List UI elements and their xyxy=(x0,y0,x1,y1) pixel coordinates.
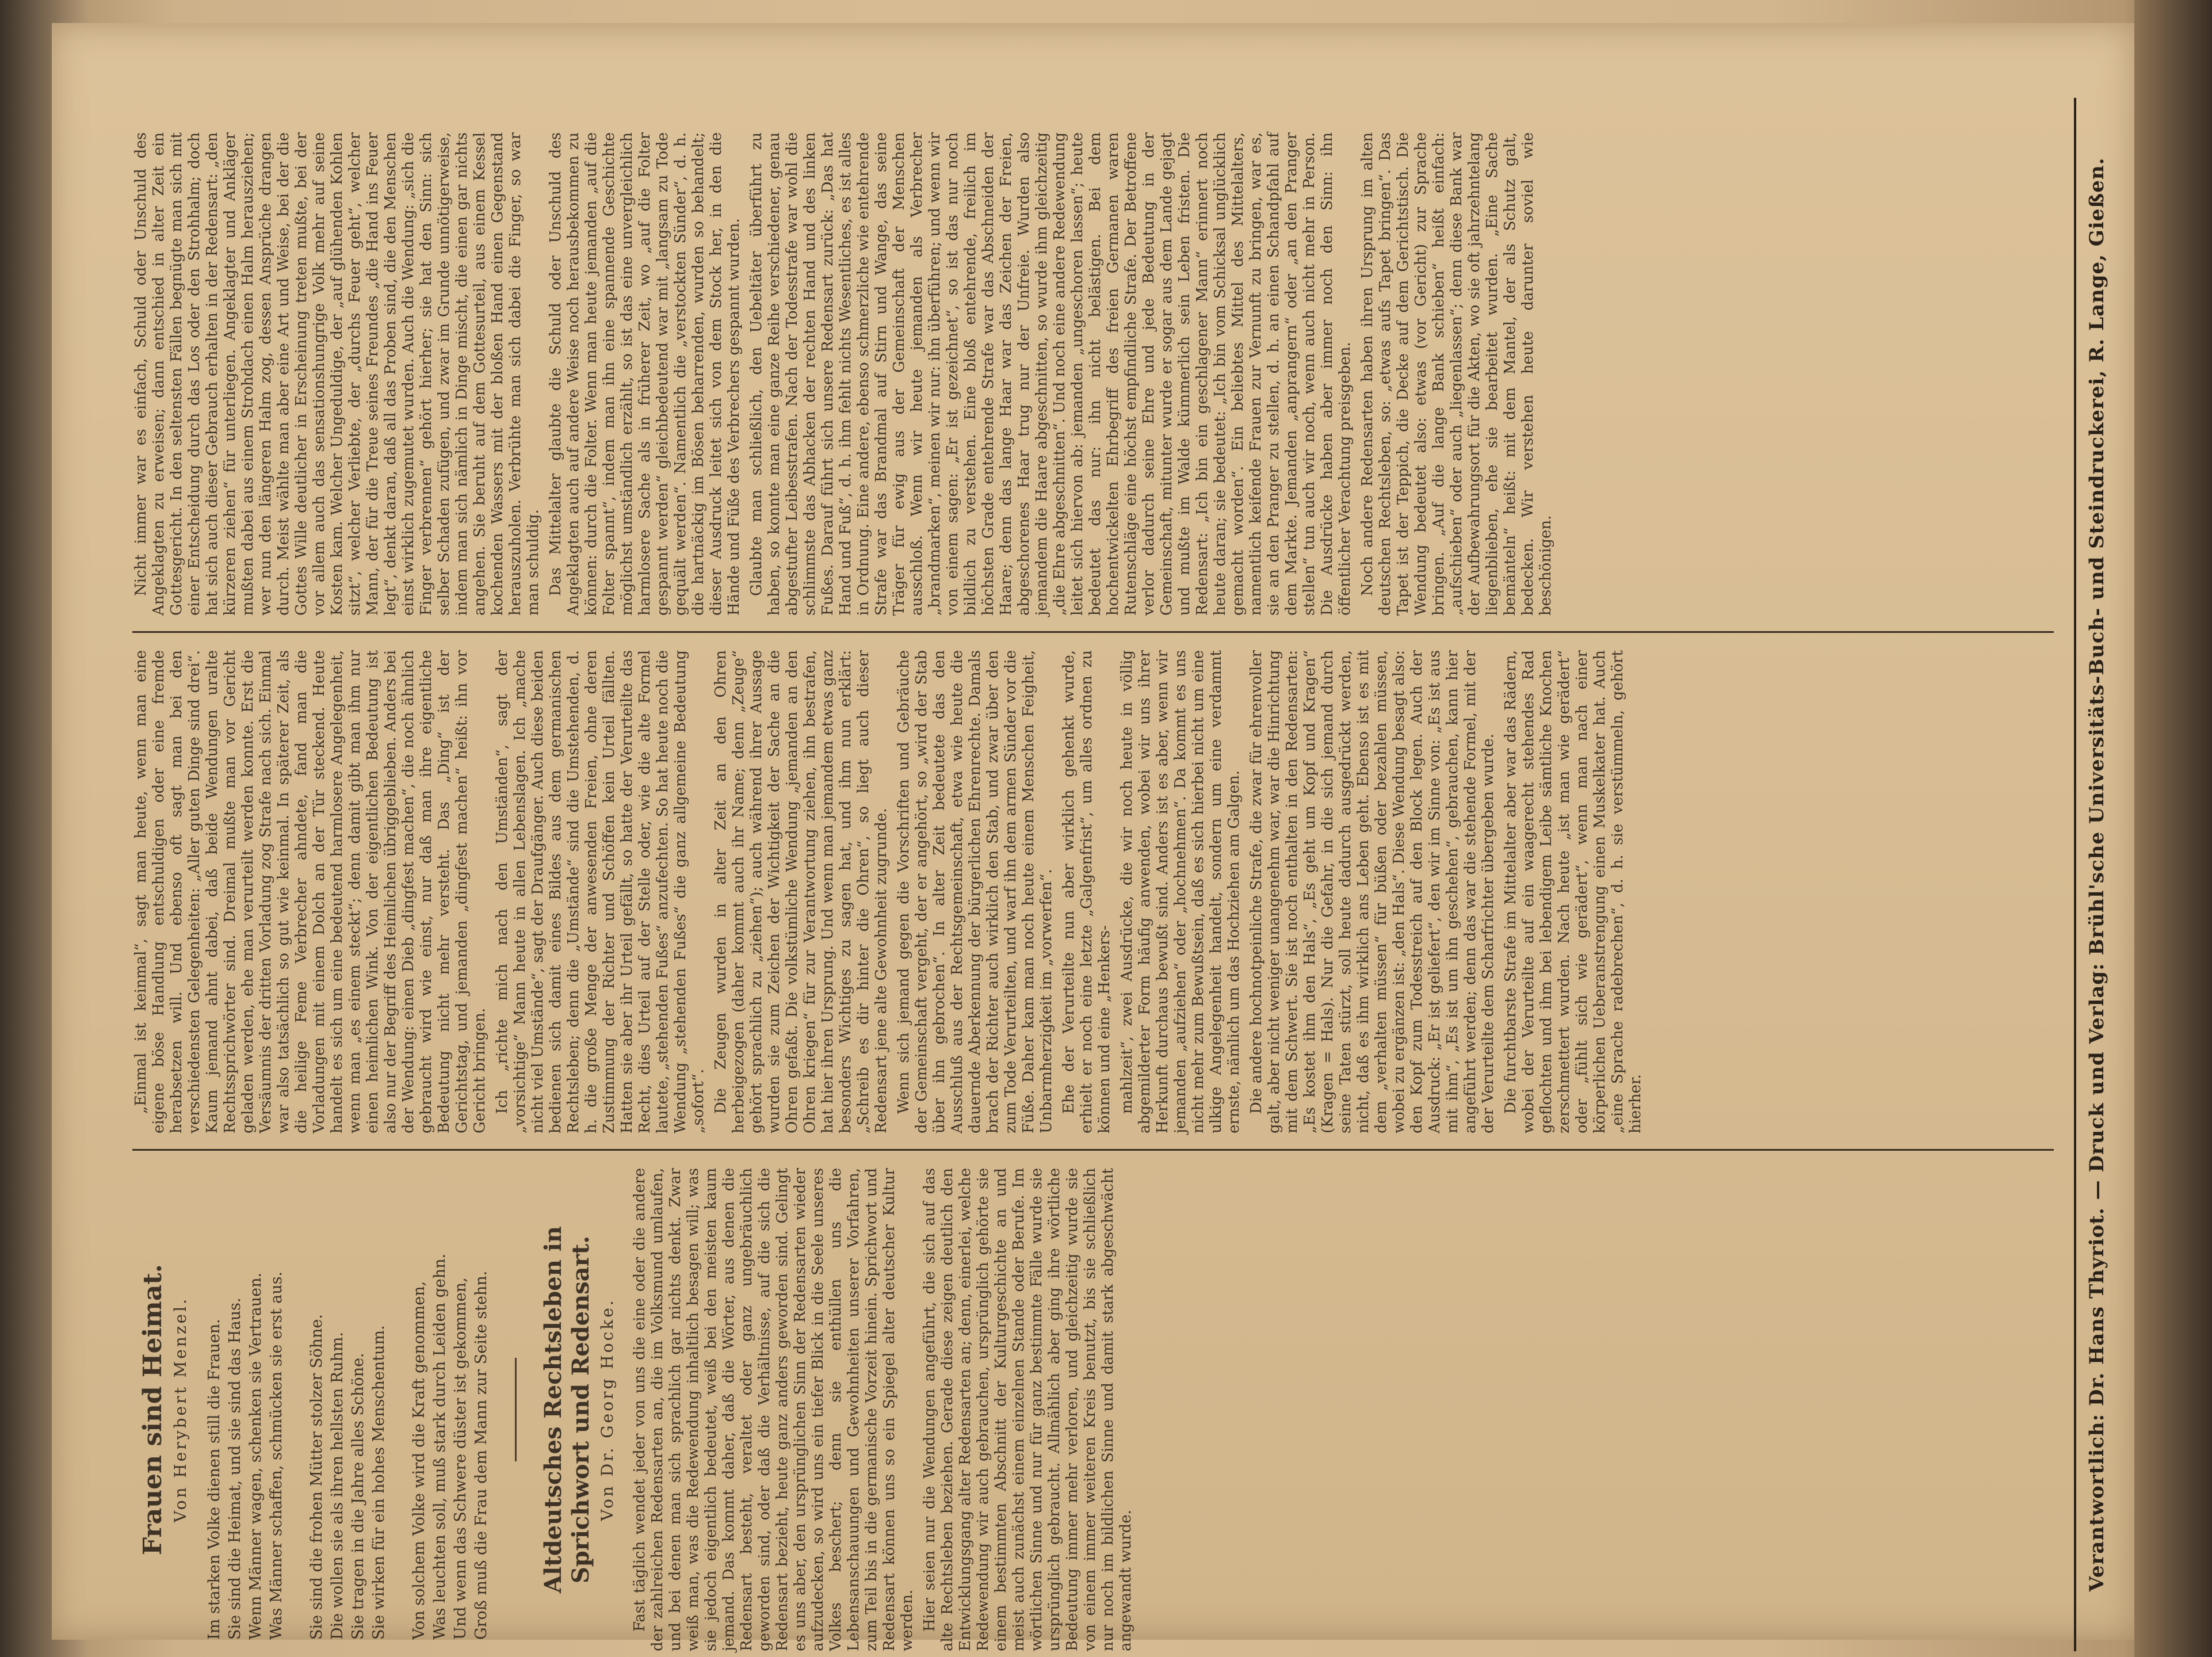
poem xyxy=(204,1168,492,1640)
article-paragraph: Hier seien nur die Wendungen angeführt, die sich auf das alte Rechtsleben beziehen. Gerade diese zeigen deutlich den Entwicklungsgang alter Redensarten an; denn, einerlei, welche Redewendung wir auch gebrauchen, ursprünglich gehörte sie einem bestimmten Abschnitt der Kulturgeschichte an und meist auch zunächst einem einzelnen Stande oder Berufe. Im wörtlichen Sinne und nur für ganz bestimmte Fälle wurde sie ursprünglich gebraucht. Allmählich aber ging ihre wörtliche Bedeutung immer mehr verloren, und gleichzeitig wurde sie von einem immer weiteren Kreis benutzt, bis sie schließlich nur noch im bildlichen Sinne und damit stark abgeschwächt angewandt wurde. xyxy=(921,1168,1134,1651)
imprint-footer: Verantwortlich: Dr. Hans Thyriot. — Druck und Verlag: Brühl'sche Universitäts-Buch- und Steindruckerei, R. Lange, Gießen. xyxy=(2085,157,2108,1592)
article-paragraph: mahlzeit“, zwei Ausdrücke, die wir noch heute in völlig abgemilderter Form häufig anwenden, wobei wir uns ihrer Herkunft durchaus bewußt sind. Anders ist es aber, wenn wir jemanden „aufziehen“ oder „hochnehmen“. Da kommt es uns nicht mehr zum Bewußtsein, daß es sich hierbei nicht um eine ulkige Angelegenheit handelt, sondern um eine verdammt ernste, nämlich um das Hochziehen am Galgen. xyxy=(1118,650,1243,1133)
article-paragraph: „Einmal ist keinmal“, sagt man heute, wenn man eine eigene böse Handlung entschuldigen oder eine fremde herabsetzen will. Und ebenso oft sagt man bei den verschiedensten Gelegenheiten: „Aller guten Dinge sind drei“. Kaum jemand ahnt dabei, daß beide Wendungen uralte Rechtssprichwörter sind. Dreimal mußte man vor Gericht geladen werden, ehe man verurteilt werden konnte. Erst die Versäumnis der dritten Vorladung zog Strafe nach sich. Einmal war also tatsächlich so gut wie keinmal. In späterer Zeit, als die heilige Feme Verbrecher ahndete, fand man die Vorladungen mit einem Dolch an der Tür steckend. Heute handelt es sich um eine bedeutend harmlosere Angelegenheit, wenn man „es einem steckt“; denn damit gibt man ihm nur einen heimlichen Wink. Von der eigentlichen Bedeutung ist also nur der Begriff des Heimlichen übriggeblieben. Anders bei der Wendung: einen Dieb „dingfest machen“, die noch ähnlich gebraucht wird wie einst, nur daß man ihre eigentliche Bedeutung nicht mehr versteht. Das „Ding“ ist der Gerichtstag, und jemanden „dingfest machen“ heißt: ihn vor Gericht bringen. xyxy=(132,650,488,1133)
rotated-page-content xyxy=(132,98,2157,1651)
article-byline: Von Dr. Georg Hocke. xyxy=(598,1298,617,1521)
poem-line: Wenn Männer wagen, schenken sie Vertrauen. xyxy=(247,1272,265,1640)
column-middle xyxy=(132,650,2157,1133)
article-paragraph: Glaubte man schließlich, den Uebeltäter überführt zu haben, so konnte man eine ganze Reihe verschiedener, genau abgestufter Leibesstrafen. Nach der Todesstrafe war wohl die schlimmste das Abhacken der rechten Hand und des linken Fußes. Darauf führt sich unsere Redensart zurück: „Das hat Hand und Fuß“, d. h. ihm fehlt nichts Wesentliches, es ist alles in Ordnung. Eine andere, ebenso schmerzliche wie entehrende Strafe war das Brandmal auf Stirn und Wange, das seine Träger für ewig aus der Gemeinschaft der Menschen ausschloß. Wenn wir heute jemanden als Verbrecher „brandmarken“, meinen wir nur: ihn überführen; und wenn wir von einem sagen: „Er ist gezeichnet“, so ist das nur noch bildlich zu verstehen. Eine bloß entehrende, freilich im höchsten Grade entehrende Strafe war das Abschneiden der Haare; denn das lange Haar war das Zeichen der Freien, abgeschorenes Haar trug nur der Unfreie. Wurden also jemandem die Haare abgeschnitten, so wurde ihm gleichzeitig „die Ehre abgeschnitten“. Und noch eine andere Redewendung leitet sich hiervon ab: jemanden „ungeschoren lassen“; heute bedeutet das nur: ihn nicht belästigen. Bei dem hochentwickelten Ehrbegriff des freien Germanen waren Rutenschläge eine höchst empfindliche Strafe. Der Betroffene verlor dadurch seine Ehre und jede Bedeutung in der Gemeinschaft, mitunter wurde er sogar aus dem Lande gejagt und mußte im Walde kümmerlich sein Leben fristen. Die Redensart: „Ich bin ein geschlagener Mann“ erinnert noch heute daran; sie bedeutet: „Ich bin vom Schicksal unglücklich gemacht worden“. Ein beliebtes Mittel des Mittelalters, namentlich keifende Frauen zur Vernunft zu bringen, war es, sie an den Pranger zu stellen, d. h. an einen Schandpfahl auf dem Markte. Jemanden „anprangern“ oder „an den Pranger stellen“ tun auch wir noch, wenn auch nicht mehr in Person. Die Ausdrücke haben aber immer noch den Sinn: ihn öffentlicher Verachtung preisgeben. xyxy=(748,132,1354,616)
article-paragraph: Die furchtbarste Strafe im Mittelalter aber war das Rädern, wobei der Verurteilte auf ein waagerecht stehendes Rad geflochten und ihm bei lebendigem Leibe sämtliche Knochen zerschmettert wurden. Nach heute „ist man wie gerädert“ oder „fühlt sich wie gerädert“, wenn man nach einer körperlichen Ueberanstrengung einen Muskelkater hat. Auch „eine Sprache radebrechen“, d. h. sie verstümmeln, gehört hierher. xyxy=(1502,650,1644,1133)
poem-line: Sie tragen in die Jahre alles Schöne. xyxy=(349,1353,367,1640)
poem-line: Und wenn das Schwere düster ist gekommen, xyxy=(452,1277,469,1640)
article-title: Altdeutsches Rechtsleben in Sprichwort und Redensart. xyxy=(540,1226,594,1594)
article-paragraph: Nicht immer war es einfach, Schuld oder Unschuld des Angeklagten zu erweisen; dann entschied in alter Zeit ein Gottesgericht. In den seltensten Fällen begnügte man sich mit einer Entscheidung durch das Los oder den Strohhalm; doch hat sich auch dieser Gebrauch erhalten in der Redensart: „den kürzeren ziehen“ für unterliegen. Angeklagter und Ankläger mußten dabei aus einem Strohdach einen Halm herausziehen; wer nun den längeren Halm zog, dessen Ansprüche drangen durch. Meist wählte man aber eine Art und Weise, bei der die Gottes Wille deutlicher in Erscheinung treten mußte, bei der vor allem auch das sensationshungrige Volk mehr auf seine Kosten kam. Welcher Ungeduldige, der „auf glühenden Kohlen sitzt“, welcher Verliebte, der „durchs Feuer geht“, welcher Mann, der für die Treue seines Freundes „die Hand ins Feuer legt“, denkt daran, daß all das Proben sind, die den Menschen einst wirklich zugemutet wurden. Auch die Wendung: „sich die Finger verbrennen“ gehört hierher; sie hat den Sinn: sich selber Schaden zufügen, und zwar im Grunde unnötigerweise, indem man sich nämlich in Dinge mischt, die einen gar nichts angehen. Sie beruht auf dem Gottesurteil, aus einem Kessel kochenden Wassers mit der bloßen Hand einen Gegenstand herauszuholen. Verbrühte man sich dabei die Finger, so war man schuldig. xyxy=(132,132,542,616)
poem-line: Die wollen sie als ihren hellsten Ruhm. xyxy=(328,1331,346,1640)
poem-title: Frauen sind Heimat. xyxy=(138,1264,167,1555)
column-rule xyxy=(132,1149,2054,1151)
column-left xyxy=(132,1168,2157,1651)
poem-line: Von solchem Volke wird die Kraft genommen, xyxy=(410,1281,428,1640)
article-paragraph: Noch andere Redensarten haben ihren Ursprung im alten deutschen Rechtsleben, so: „etwas aufs Tapet bringen“. Das Tapet ist der Teppich, die Decke auf dem Gerichtstisch. Die Wendung bedeutet also: etwas (vor Gericht) zur Sprache bringen. „Auf die lange Bank schieben“ heißt einfach: „aufschieben“ oder auch „liegenlassen“; denn diese Bank war der Aufbewahrungsort für die Akten, wo sie oft jahrzehntelang liegenblieben, ehe sie bearbeitet wurden. „Eine Sache bemänteln“ heißt: mit dem Mantel, der als Schutz galt, bedecken. Wir verstehen heute darunter soviel wie beschönigen. xyxy=(1359,132,1554,616)
article-paragraph: Wenn sich jemand gegen die Vorschriften und Gebräuche der Gemeinschaft vergeht, der er angehört, so „wird der Stab über ihn gebrochen“. In alter Zeit bedeutete das den Ausschluß aus der Rechtsgemeinschaft, etwa wie heute die dauernde Aberkennung der bürgerlichen Ehrenrechte. Damals brach der Richter auch wirklich den Stab, und zwar über den zum Tode Verurteilten, und warf ihn dem armen Sünder vor die Füße. Daher kam man noch heute einem Menschen Feigheit, Unbarmherzigkeit im „vorwerfen“. xyxy=(895,650,1055,1133)
poem-stanza xyxy=(204,1168,287,1640)
article-paragraph: Ehe der Verurteilte nun aber wirklich gehenkt wurde, erhielt er noch eine letzte „Galgenfrist“, um alles ordnen zu können und eine „Henkers- xyxy=(1060,650,1113,1133)
poem-line: Sie sind die Heimat, und sie sind das Haus. xyxy=(226,1297,244,1640)
column-rule xyxy=(132,631,2054,633)
column-right xyxy=(132,132,2157,616)
article-paragraph: Ich „richte mich nach den Umständen“, sagt der „vorsichtige“ Mann heute in allen Lebenslagen. Ich „mache nicht viel Umstände“, sagt der Draufgänger. Auch diese beiden bedienen sich damit eines Bildes aus dem germanischen Rechtsleben; denn die „Umstände“ sind die Umstehenden, d. h. die große Menge der anwesenden Freien, ohne deren Zustimmung der Richter und Schöffen kein Urteil fällten. Hatten sie aber ihr Urteil gefällt, so hatte der Verurteilte das Recht, dies Urteil auf der Stelle oder, wie die alte Formel lautete, „stehenden Fußes“ anzufechten. So hat heute noch die Wendung „stehenden Fußes“ die ganz allgemeine Bedeutung „sofort“. xyxy=(494,650,707,1133)
poem-line: Was Männer schaffen, schmücken sie erst aus. xyxy=(268,1271,285,1640)
article-paragraph: Die andere hochnotpeinliche Strafe, die zwar für ehrenvoller galt, aber nicht weniger unangenehm war, war die Hinrichtung mit dem Schwert. Sie ist noch enthalten in den Redensarten: „Es kostet ihm den Hals“, „Es geht um Kopf und Kragen“ (Kragen = Hals). Nur die Gefahr, in die sich jemand durch seine Taten stürzt, soll heute dadurch ausgedrückt werden, nicht, daß es ihm wirklich ans Leben geht. Ebenso ist es mit dem „verhalten müssen“ für büßen oder bezahlen müssen, wobei zu ergänzen ist: „den Hals“. Diese Wendung besagt also: den Kopf zum Todesstreich auf den Block legen. Auch der Ausdruck: „Er ist geliefert“, den wir im Sinne von: „Es ist aus mit ihm“, „Es ist um ihn geschehen“, gebrauchen, kann hier angeführt werden; denn das war die stehende Formel, mit der der Verurteilte dem Scharfrichter übergeben wurde. xyxy=(1248,650,1497,1133)
poem-byline: Von Herybert Menzel. xyxy=(171,1296,190,1523)
poem-stanza xyxy=(307,1168,389,1640)
poem-line: Was leuchten soll, muß stark durch Leiden gehn. xyxy=(431,1253,449,1640)
poem-line: Sie wirken für ein hohes Menschentum. xyxy=(370,1325,388,1640)
article-paragraph: Die Zeugen wurden in alter Zeit an den Ohren herbeigezogen (daher kommt auch ihr Name; denn „Zeuge“ gehört sprachlich zu „ziehen“); auch während ihrer Aussage wurden sie zum Zeichen der Wichtigkeit der Sache an die Ohren gefaßt. Die volkstümliche Wendung „jemanden an den Ohren kriegen“ für zur Verantwortung ziehen, ihn bestrafen, hat hier ihren Ursprung. Und wenn man jemandem etwas ganz besonders Wichtiges zu sagen hat, und ihm nun erklärt: „Schreib es dir hinter die Ohren“, so liegt auch dieser Redensart jene alte Gewohnheit zugrunde. xyxy=(712,650,890,1133)
poem-stanza xyxy=(409,1168,492,1640)
section-divider xyxy=(515,1358,517,1461)
poem-line: Sie sind die frohen Mütter stolzer Söhne. xyxy=(308,1314,326,1640)
footer-rule xyxy=(2074,98,2076,1651)
poem-line: Im starken Volke dienen still die Frauen. xyxy=(205,1319,223,1640)
poem-line: Groß muß die Frau dem Mann zur Seite stehn. xyxy=(472,1270,490,1640)
article-paragraph: Das Mittelalter glaubte die Schuld oder Unschuld des Angeklagten auch auf andere Weise noch herausbekommen zu können: durch die Folter. Wenn man heute jemanden „auf die Folter spannt“, indem man ihn eine spannende Geschichte möglichst umständlich erzählt, so ist das eine unvergleichlich harmlosere Sache als in früherer Zeit, wo „auf die Folter gespannt werden“ gleichbedeutend war mit „langsam zu Tode gequält werden“. Namentlich die „verstockten Sünder“, d. h. die hartnäckig im Bösen beharrenden, wurden so behandelt; dieser Ausdruck leitet sich von dem Stock her, in den die Hände und Füße des Verbrechers gespannt wurden. xyxy=(547,132,743,616)
article-paragraph: Fast täglich wendet jeder von uns die eine oder die andere der zahlreichen Redensarten an, die im Volksmund umlaufen, und bei denen man sich sprachlich gar nichts denkt. Zwar weiß man, was die Redewendung inhaltlich besagen will; was sie jedoch eigentlich bedeutet, weiß bei den meisten kaum jemand. Das kommt daher, daß die Wörter, aus denen die Redensart besteht, veraltet oder ganz ungebräuchlich geworden sind, oder daß die Verhältnisse, auf die sich die Redensart bezieht, heute ganz anders geworden sind. Gelingt es uns aber, den ursprünglichen Sinn der Redensarten wieder aufzudecken, so wird uns ein tiefer Blick in die Seele unseres Volkes beschert; denn sie enthüllen uns die Lebensanschauungen und Gewohnheiten unserer Vorfahren, zum Teil bis in die germanische Vorzeit hinein. Sprichwort und Redensart können uns so ein Spiegel alter deutscher Kultur werden. xyxy=(631,1168,916,1651)
